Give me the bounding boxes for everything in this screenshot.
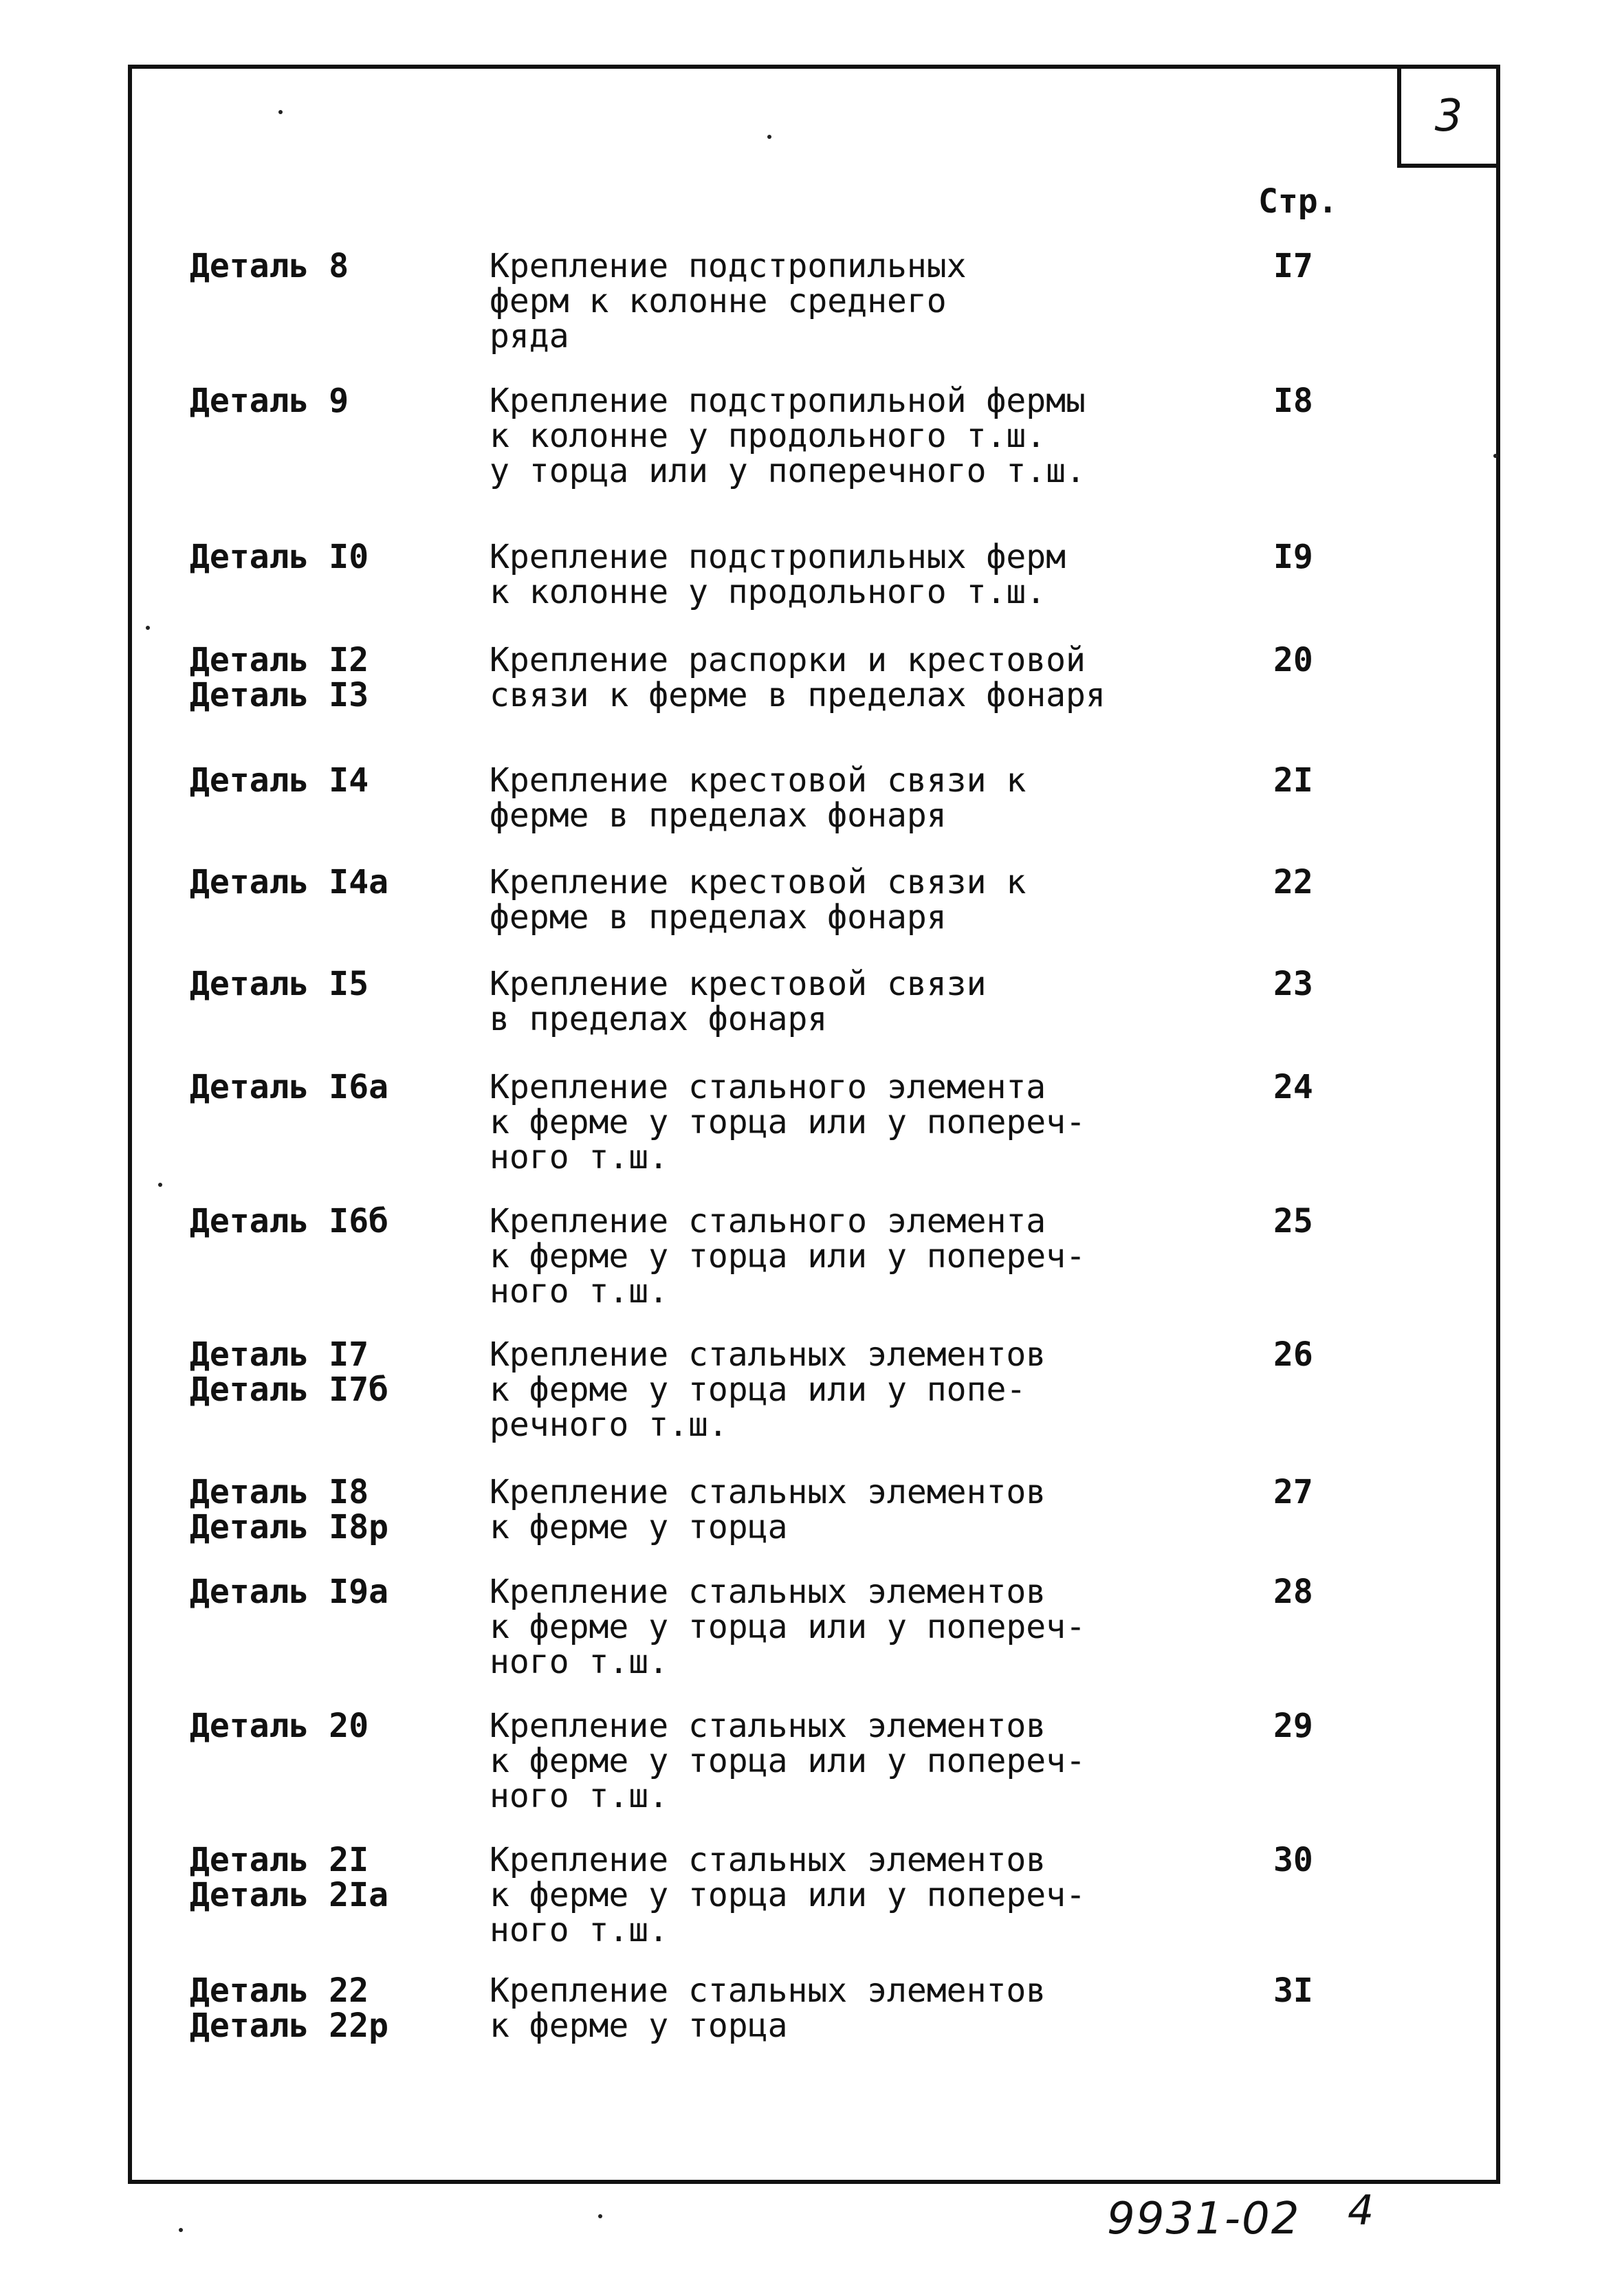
scan-speck xyxy=(278,110,283,114)
detail-label: Деталь 2I xyxy=(190,1841,369,1879)
detail-label: Деталь I4а xyxy=(190,863,388,901)
description-line: ферм к колонне среднего xyxy=(490,282,947,320)
description-line: Крепление подстропильных ферм xyxy=(490,538,1066,576)
detail-label: Деталь I4 xyxy=(190,761,369,800)
page-number: 30 xyxy=(1273,1841,1313,1879)
detail-description xyxy=(490,967,986,1037)
description-line: связи к ферме в пределах фонаря xyxy=(490,676,1106,714)
detail-label: Деталь I5 xyxy=(190,965,369,1003)
description-line: ферме в пределах фонаря xyxy=(490,796,947,835)
description-line: Крепление крестовой связи xyxy=(490,965,987,1003)
page-number: 29 xyxy=(1273,1707,1313,1745)
page-number: 26 xyxy=(1273,1335,1313,1374)
scan-speck xyxy=(1493,454,1497,458)
scan-speck xyxy=(767,135,771,139)
detail-label: Деталь 8 xyxy=(190,247,349,285)
detail-label: Деталь 22 xyxy=(190,1971,369,2010)
description-line: к ферме у торца или у попереч- xyxy=(490,1608,1086,1646)
detail-label: Деталь I2 xyxy=(190,641,369,679)
detail-labels xyxy=(190,1070,388,1105)
scan-speck xyxy=(179,2228,183,2232)
detail-description xyxy=(490,1204,1086,1309)
description-line: Крепление подстропильной фермы xyxy=(490,382,1086,420)
detail-description xyxy=(490,1575,1086,1680)
description-line: Крепление стального элемента xyxy=(490,1068,1046,1106)
page-number: 28 xyxy=(1273,1573,1313,1611)
description-line: ного т.ш. xyxy=(490,1643,669,1681)
description-line: к колонне у продольного т.ш. xyxy=(490,573,1046,611)
description-line: ферме в пределах фонаря xyxy=(490,898,947,937)
scan-speck xyxy=(146,626,150,630)
detail-label: Деталь I7б xyxy=(190,1370,388,1409)
document-code: 9931-02 xyxy=(1107,2194,1301,2244)
description-line: ного т.ш. xyxy=(490,1272,669,1311)
detail-label: Деталь I0 xyxy=(190,538,369,576)
detail-labels xyxy=(190,1575,388,1610)
description-line: Крепление распорки и крестовой xyxy=(490,641,1086,679)
detail-description xyxy=(490,643,1106,713)
detail-label: Деталь I6б xyxy=(190,1202,388,1240)
detail-label: Деталь 20 xyxy=(190,1707,369,1745)
detail-label: Деталь I8р xyxy=(190,1508,388,1546)
page-number: I9 xyxy=(1273,538,1313,576)
description-line: Крепление крестовой связи к xyxy=(490,863,1027,901)
detail-labels xyxy=(190,540,369,575)
detail-description xyxy=(490,540,1066,610)
page-column-header: Стр. xyxy=(1258,182,1338,221)
detail-labels xyxy=(190,249,349,284)
page-number: 24 xyxy=(1273,1068,1313,1106)
page-number: 27 xyxy=(1273,1473,1313,1511)
description-line: Крепление стальных элементов xyxy=(490,1473,1046,1511)
description-line: к колонне у продольного т.ш. xyxy=(490,417,1046,455)
detail-labels xyxy=(190,1337,388,1408)
page-number: 23 xyxy=(1273,965,1313,1003)
description-line: к ферме у торца или у попереч- xyxy=(490,1876,1086,1914)
description-line: Крепление стальных элементов xyxy=(490,1971,1046,2010)
description-line: к ферме у торца xyxy=(490,2007,788,2045)
description-line: Крепление стальных элементов xyxy=(490,1707,1046,1745)
detail-label: Деталь I3 xyxy=(190,676,369,714)
detail-description xyxy=(490,1337,1046,1443)
detail-label: Деталь I6а xyxy=(190,1068,388,1106)
sheet-number-box xyxy=(1397,65,1500,168)
description-line: к ферме у торца или у попереч- xyxy=(490,1103,1086,1141)
page-number: I7 xyxy=(1273,247,1313,285)
description-line: к ферме у торца или у попереч- xyxy=(490,1237,1086,1276)
description-line: Крепление стальных элементов xyxy=(490,1841,1046,1879)
description-line: Крепление стального элемента xyxy=(490,1202,1046,1240)
detail-description xyxy=(490,1971,1046,2045)
page-number: 20 xyxy=(1273,641,1313,679)
detail-labels xyxy=(190,967,369,1002)
scan-speck xyxy=(158,1183,162,1187)
description-line: ного т.ш. xyxy=(490,1777,669,1815)
detail-labels xyxy=(190,1475,388,1545)
description-line: ного т.ш. xyxy=(490,1138,669,1177)
detail-labels xyxy=(190,1843,388,1913)
detail-description xyxy=(490,865,1026,935)
scan-speck xyxy=(598,2214,602,2218)
detail-description xyxy=(490,1709,1086,1814)
description-line: в пределах фонаря xyxy=(490,1000,828,1038)
detail-description xyxy=(490,384,1086,489)
footer-number: 4 xyxy=(1348,2187,1374,2235)
page-number: 25 xyxy=(1273,1202,1313,1240)
description-line: Крепление крестовой связи к xyxy=(490,761,1027,800)
detail-label: Деталь I8 xyxy=(190,1473,369,1511)
detail-label: Деталь I9а xyxy=(190,1573,388,1611)
description-line: у торца или у поперечного т.ш. xyxy=(490,452,1086,490)
page-number: 22 xyxy=(1273,863,1313,901)
detail-labels xyxy=(190,865,388,900)
detail-labels xyxy=(190,643,369,713)
detail-description xyxy=(490,1843,1086,1948)
detail-labels xyxy=(190,1709,369,1744)
detail-description xyxy=(490,249,967,354)
page-number: 3I xyxy=(1273,1971,1313,2010)
page-number: 2I xyxy=(1273,761,1313,800)
detail-label: Деталь 9 xyxy=(190,382,349,420)
description-line: к ферме у торца xyxy=(490,1508,788,1546)
description-line: ного т.ш. xyxy=(490,1911,669,1949)
detail-description xyxy=(490,763,1026,833)
detail-description xyxy=(490,1070,1086,1175)
detail-labels xyxy=(190,384,349,419)
description-line: речного т.ш. xyxy=(490,1406,728,1444)
description-line: Крепление стальных элементов xyxy=(490,1573,1046,1611)
detail-labels xyxy=(190,1971,388,2045)
description-line: к ферме у торца или у попе- xyxy=(490,1370,1027,1409)
detail-label: Деталь 22р xyxy=(190,2007,388,2045)
description-line: Крепление подстропильных xyxy=(490,247,967,285)
detail-label: Деталь I7 xyxy=(190,1335,369,1374)
description-line: ряда xyxy=(490,317,569,356)
detail-label: Деталь 2Iа xyxy=(190,1876,388,1914)
detail-description xyxy=(490,1475,1046,1545)
detail-labels xyxy=(190,1204,388,1239)
description-line: к ферме у торца или у попереч- xyxy=(490,1742,1086,1780)
description-line: Крепление стальных элементов xyxy=(490,1335,1046,1374)
page-number: I8 xyxy=(1273,382,1313,420)
sheet-number: 3 xyxy=(1434,91,1463,142)
detail-labels xyxy=(190,763,369,798)
